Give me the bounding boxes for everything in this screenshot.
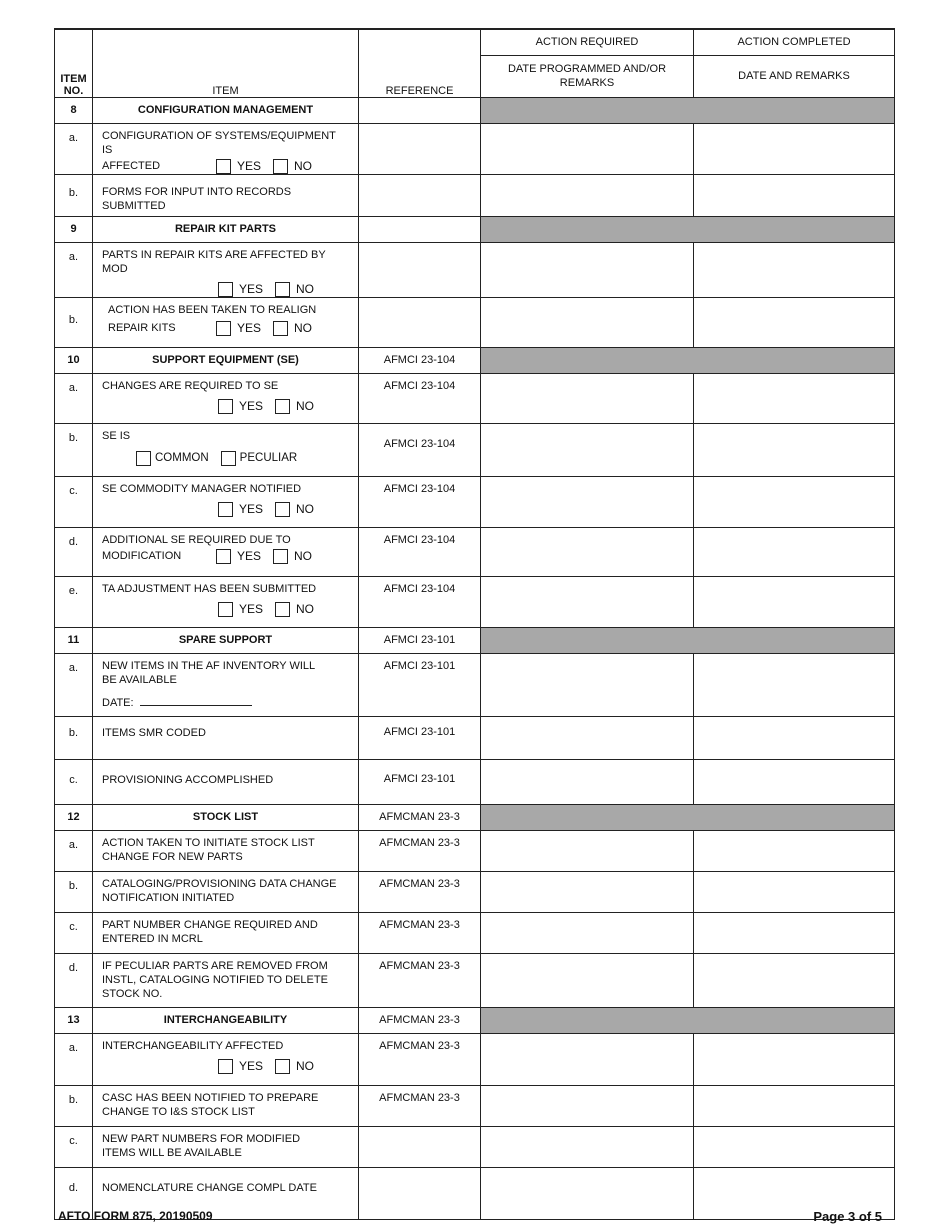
section-row [55,97,895,123]
header-row-top [55,29,895,55]
action-required-field[interactable] [481,1167,694,1219]
no-label: NO [296,1059,315,1073]
action-required-field[interactable] [481,373,694,423]
item-no: a. [55,653,93,716]
table-row [55,297,895,347]
yes-no-group [102,399,349,414]
section-row [55,1007,895,1033]
reference: AFMCI 23-104 [359,373,481,423]
item-no: c. [55,912,93,953]
reference: AFMCI 23-104 [359,423,481,476]
shaded-cell [481,1007,895,1033]
item-no: b. [55,297,93,347]
section-title: SUPPORT EQUIPMENT (SE) [93,347,359,373]
shaded-cell [481,97,895,123]
item-text: ACTION HAS BEEN TAKEN TO REALIGN [108,303,317,316]
section-title: SPARE SUPPORT [93,627,359,653]
form-identifier: AFTO FORM 875, 20190509 [58,1209,213,1223]
item-text: PARTS IN REPAIR KITS ARE AFFECTED BY MOD [102,248,326,275]
yes-no-group [102,502,349,517]
action-required-field[interactable] [481,123,694,174]
table-row [55,242,895,297]
reference [359,1167,481,1219]
item-cell [93,476,359,527]
form-table [54,28,895,1220]
table-row [55,871,895,912]
section-row [55,627,895,653]
yes-label: YES [237,159,262,173]
yes-no-group [102,549,349,564]
reference: AFMCMAN 23-3 [359,830,481,871]
no-label: NO [294,159,313,173]
item-no: 13 [55,1007,93,1033]
item-cell [93,576,359,627]
date-input[interactable] [140,695,252,706]
shaded-cell [481,216,895,242]
reference: AFMCI 23-104 [359,476,481,527]
table-row [55,716,895,759]
item-no: d. [55,1167,93,1219]
action-completed-field[interactable] [694,423,895,476]
action-completed-field[interactable] [694,953,895,1007]
action-required-field[interactable] [481,912,694,953]
item-no: a. [55,373,93,423]
no-checkbox[interactable] [273,549,288,564]
item-no: 11 [55,627,93,653]
item-no: c. [55,476,93,527]
no-checkbox[interactable] [275,502,290,517]
yes-checkbox[interactable] [218,1059,233,1074]
action-required-field[interactable] [481,1033,694,1085]
common-checkbox[interactable] [136,451,151,466]
item-text: SE COMMODITY MANAGER NOTIFIED [102,482,302,495]
action-completed-field[interactable] [694,871,895,912]
item-no: b. [55,1085,93,1126]
item-text: FORMS FOR INPUT INTO RECORDS SUBMITTED [93,174,359,216]
section-row [55,804,895,830]
item-cell [93,123,359,174]
table-row [55,830,895,871]
item-no: 10 [55,347,93,373]
common-peculiar-group [102,451,349,466]
no-checkbox[interactable] [273,159,288,174]
item-no: a. [55,830,93,871]
action-completed-field[interactable] [694,576,895,627]
no-checkbox[interactable] [275,399,290,414]
item-text: ACTION TAKEN TO INITIATE STOCK LIST CHANGE FOR NEW PARTS [93,830,359,871]
table-row [55,912,895,953]
table-row [55,1126,895,1167]
item-no: a. [55,1033,93,1085]
yes-label: YES [239,282,264,296]
table-row [55,527,895,576]
item-text: CATALOGING/PROVISIONING DATA CHANGE NOTIFICATION INITIATED [93,871,359,912]
no-checkbox[interactable] [273,321,288,336]
item-text-cont: REPAIR KITS [108,322,176,334]
yes-no-group [102,159,349,174]
no-label: NO [296,502,315,516]
action-required-field[interactable] [481,953,694,1007]
reference: AFMCMAN 23-3 [359,804,481,830]
reference: AFMCI 23-101 [359,716,481,759]
item-no: 8 [55,97,93,123]
no-checkbox[interactable] [275,1059,290,1074]
item-no: 12 [55,804,93,830]
yes-label: YES [237,549,262,563]
no-label: NO [296,282,315,296]
item-text: SE IS [102,429,131,442]
action-completed-field[interactable] [694,1085,895,1126]
action-completed-field[interactable] [694,174,895,216]
yes-checkbox[interactable] [216,549,231,564]
yes-label: YES [239,602,264,616]
action-required-field[interactable] [481,476,694,527]
reference: AFMCI 23-101 [359,653,481,716]
shaded-cell [481,347,895,373]
yes-label: YES [237,321,262,335]
action-required-field[interactable] [481,653,694,716]
table-row [55,576,895,627]
date-field [102,695,349,710]
reference: AFMCI 23-101 [359,627,481,653]
item-text: CONFIGURATION OF SYSTEMS/EQUIPMENT IS [102,129,336,156]
action-required-field[interactable] [481,1085,694,1126]
item-no: b. [55,716,93,759]
item-no: e. [55,576,93,627]
peculiar-checkbox[interactable] [221,451,236,466]
yes-checkbox[interactable] [218,399,233,414]
section-title: INTERCHANGEABILITY [93,1007,359,1033]
item-no: b. [55,871,93,912]
action-required-field[interactable] [481,759,694,804]
yes-checkbox[interactable] [218,502,233,517]
header-reference: REFERENCE [359,29,481,97]
action-completed-field[interactable] [694,297,895,347]
table-row [55,759,895,804]
header-date-remarks: DATE AND REMARKS [694,55,895,97]
section-row [55,216,895,242]
action-completed-field[interactable] [694,242,895,297]
action-completed-field[interactable] [694,123,895,174]
item-cell [93,373,359,423]
action-required-field[interactable] [481,527,694,576]
section-title: REPAIR KIT PARTS [93,216,359,242]
item-text: PROVISIONING ACCOMPLISHED [93,759,359,804]
reference: AFMCI 23-104 [359,576,481,627]
item-text: TA ADJUSTMENT HAS BEEN SUBMITTED [102,582,317,595]
item-no: d. [55,953,93,1007]
table-row [55,1033,895,1085]
item-no: a. [55,242,93,297]
item-no: 9 [55,216,93,242]
item-text-cont: MODIFICATION [102,550,182,562]
action-completed-field[interactable] [694,1126,895,1167]
item-text: ADDITIONAL SE REQUIRED DUE TO [102,533,291,546]
yes-checkbox[interactable] [218,282,233,297]
reference: AFMCI 23-104 [359,527,481,576]
yes-label: YES [239,1059,264,1073]
action-required-field[interactable] [481,1126,694,1167]
yes-label: YES [239,399,264,413]
reference: AFMCMAN 23-3 [359,1085,481,1126]
common-label: COMMON [155,452,209,464]
item-cell [93,653,359,716]
action-completed-field[interactable] [694,716,895,759]
reference [359,174,481,216]
table-row [55,174,895,216]
shaded-cell [481,627,895,653]
yes-label: YES [239,502,264,516]
reference: AFMCMAN 23-3 [359,871,481,912]
item-cell [93,297,359,347]
action-completed-field[interactable] [694,1033,895,1085]
date-label: DATE: [102,696,134,709]
reference [359,297,481,347]
action-completed-field[interactable] [694,373,895,423]
item-no: d. [55,527,93,576]
section-title: CONFIGURATION MANAGEMENT [93,97,359,123]
item-cell [93,242,359,297]
no-checkbox[interactable] [275,282,290,297]
table-row [55,653,895,716]
no-label: NO [294,321,313,335]
section-title: STOCK LIST [93,804,359,830]
item-text: IF PECULIAR PARTS ARE REMOVED FROM INSTL, CATALOGING NOTIFIED TO DELETE STOCK NO. [93,953,359,1007]
action-completed-field[interactable] [694,830,895,871]
item-no: a. [55,123,93,174]
action-required-field[interactable] [481,576,694,627]
action-required-field[interactable] [481,830,694,871]
table-row [55,1085,895,1126]
item-text: PART NUMBER CHANGE REQUIRED AND ENTERED IN MCRL [93,912,359,953]
reference: AFMCI 23-104 [359,347,481,373]
yes-no-group [102,282,349,297]
section-row [55,347,895,373]
no-label: NO [294,549,313,563]
item-text: NOMENCLATURE CHANGE COMPL DATE [93,1167,359,1219]
reference: AFMCMAN 23-3 [359,912,481,953]
table-row [55,476,895,527]
item-cell [93,423,359,476]
shaded-cell [481,804,895,830]
item-no: b. [55,174,93,216]
table-row [55,423,895,476]
table-row [55,123,895,174]
header-item: ITEM [93,29,359,97]
yes-checkbox[interactable] [218,602,233,617]
page-number: Page 3 of 5 [813,1209,882,1224]
yes-checkbox[interactable] [216,321,231,336]
action-required-field[interactable] [481,716,694,759]
action-completed-field[interactable] [694,912,895,953]
header-item-no: ITEM NO. [55,29,93,97]
action-required-field[interactable] [481,871,694,912]
item-text: CASC HAS BEEN NOTIFIED TO PREPARE CHANGE TO I&S STOCK LIST [93,1085,359,1126]
action-required-field[interactable] [481,297,694,347]
table-row [55,953,895,1007]
action-completed-field[interactable] [694,759,895,804]
action-completed-field[interactable] [694,476,895,527]
item-text: INTERCHANGEABILITY AFFECTED [102,1039,284,1052]
no-label: NO [296,399,315,413]
reference [359,97,481,123]
action-required-field[interactable] [481,174,694,216]
action-required-field[interactable] [481,242,694,297]
reference [359,216,481,242]
header-action-completed: ACTION COMPLETED [694,29,895,55]
action-completed-field[interactable] [694,527,895,576]
action-completed-field[interactable] [694,653,895,716]
no-label: NO [296,602,315,616]
reference: AFMCI 23-101 [359,759,481,804]
item-text: NEW PART NUMBERS FOR MODIFIED ITEMS WILL BE AVAILABLE [93,1126,359,1167]
no-checkbox[interactable] [275,602,290,617]
item-text-cont: AFFECTED [102,160,161,172]
yes-no-group [102,1059,349,1074]
reference [359,123,481,174]
item-text: ITEMS SMR CODED [93,716,359,759]
action-required-field[interactable] [481,423,694,476]
item-no: c. [55,1126,93,1167]
table-row [55,373,895,423]
header-action-required: ACTION REQUIRED [481,29,694,55]
item-cell [93,527,359,576]
header-date-programmed: DATE PROGRAMMED AND/OR REMARKS [481,55,694,97]
yes-no-group [102,602,349,617]
item-cell [93,1033,359,1085]
peculiar-label: PECULIAR [239,452,298,464]
yes-checkbox[interactable] [216,159,231,174]
item-no: b. [55,423,93,476]
item-no: c. [55,759,93,804]
reference: AFMCMAN 23-3 [359,1033,481,1085]
reference [359,242,481,297]
reference: AFMCMAN 23-3 [359,953,481,1007]
item-text: CHANGES ARE REQUIRED TO SE [102,379,279,392]
reference: AFMCMAN 23-3 [359,1007,481,1033]
reference [359,1126,481,1167]
yes-no-group [108,321,349,336]
item-text: NEW ITEMS IN THE AF INVENTORY WILL BE AVAILABLE [102,659,315,686]
